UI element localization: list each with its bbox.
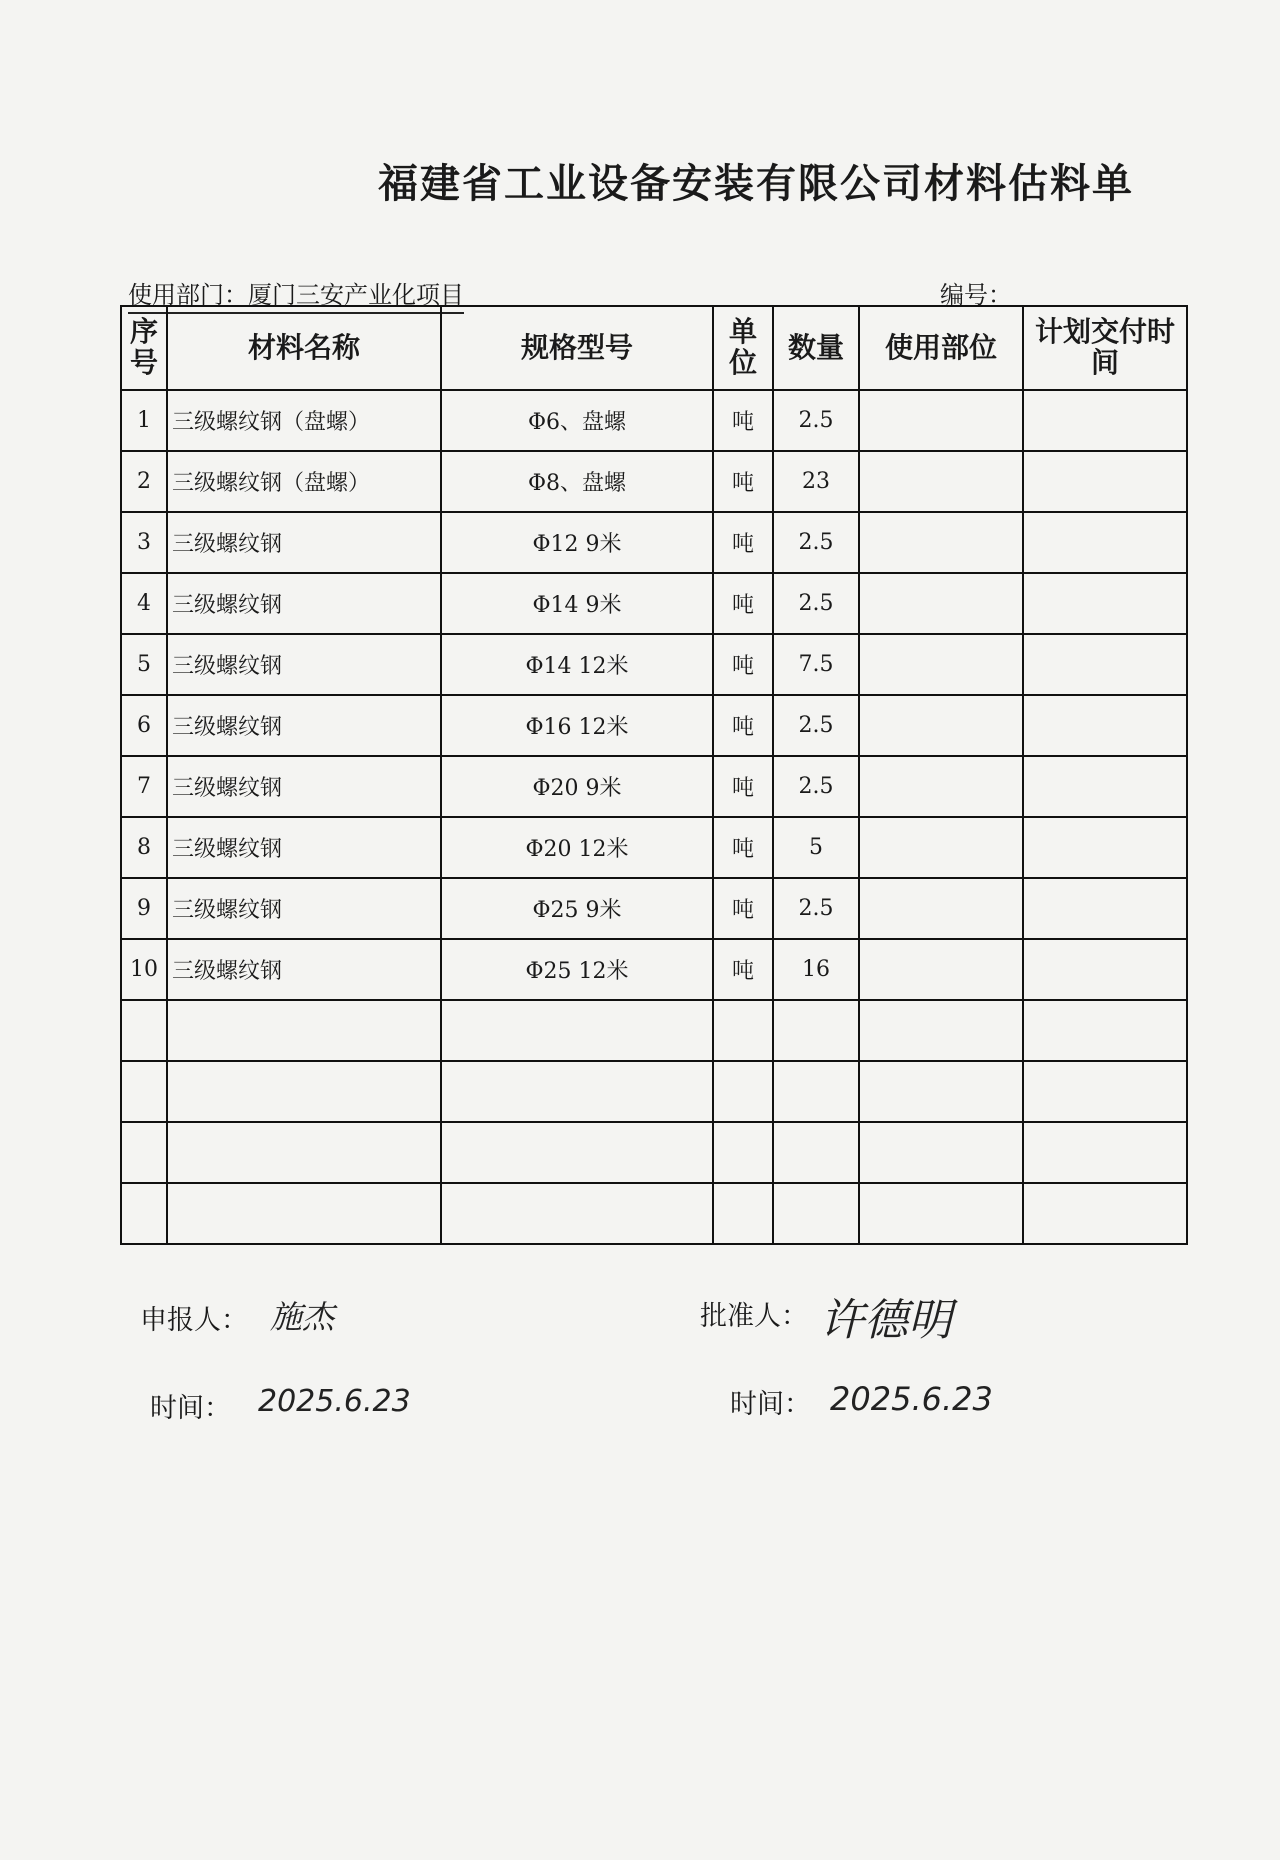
table-row [121, 512, 1187, 573]
approver-time-label: 时间： [730, 1389, 811, 1420]
row-usage-location [859, 573, 1023, 634]
row-usage-location [859, 1061, 1023, 1122]
materials-table [120, 305, 1188, 1245]
row-unit: 吨 [713, 878, 773, 939]
row-spec: Φ20 12米 [441, 817, 713, 878]
table-row [121, 1122, 1187, 1183]
row-delivery-time [1023, 512, 1187, 573]
row-material-name: 三级螺纹钢（盘螺） [167, 390, 441, 451]
row-material-name [167, 1000, 441, 1061]
row-index [121, 1061, 167, 1122]
row-delivery-time [1023, 451, 1187, 512]
row-quantity: 2.5 [773, 390, 859, 451]
row-usage-location [859, 695, 1023, 756]
table-row [121, 390, 1187, 451]
row-usage-location [859, 1122, 1023, 1183]
row-usage-location [859, 1000, 1023, 1061]
row-delivery-time [1023, 390, 1187, 451]
row-quantity [773, 1122, 859, 1183]
row-unit: 吨 [713, 573, 773, 634]
row-spec [441, 1061, 713, 1122]
row-index: 2 [121, 451, 167, 512]
row-material-name: 三级螺纹钢（盘螺） [167, 451, 441, 512]
row-index [121, 1000, 167, 1061]
approver-label: 批准人： [700, 1301, 808, 1332]
row-delivery-time [1023, 1183, 1187, 1244]
header-quantity: 数量 [773, 306, 859, 390]
table-row [121, 573, 1187, 634]
row-unit: 吨 [713, 817, 773, 878]
row-usage-location [859, 512, 1023, 573]
header-unit: 单位 [713, 306, 773, 390]
table-row [121, 878, 1187, 939]
row-unit [713, 1000, 773, 1061]
header-index: 序号 [121, 306, 167, 390]
row-material-name: 三级螺纹钢 [167, 573, 441, 634]
row-index: 9 [121, 878, 167, 939]
row-delivery-time [1023, 1061, 1187, 1122]
row-usage-location [859, 451, 1023, 512]
row-delivery-time [1023, 878, 1187, 939]
row-unit [713, 1122, 773, 1183]
table-row [121, 695, 1187, 756]
row-index: 8 [121, 817, 167, 878]
row-index: 5 [121, 634, 167, 695]
row-delivery-time [1023, 817, 1187, 878]
table-row [121, 817, 1187, 878]
row-spec: Φ14 12米 [441, 634, 713, 695]
row-material-name: 三级螺纹钢 [167, 756, 441, 817]
table-row [121, 1061, 1187, 1122]
row-quantity: 16 [773, 939, 859, 1000]
row-quantity [773, 1061, 859, 1122]
row-quantity: 2.5 [773, 512, 859, 573]
row-quantity: 2.5 [773, 756, 859, 817]
row-unit: 吨 [713, 634, 773, 695]
applicant-label: 申报人： [140, 1305, 248, 1336]
row-usage-location [859, 1183, 1023, 1244]
row-material-name: 三级螺纹钢 [167, 634, 441, 695]
row-quantity [773, 1000, 859, 1061]
row-spec: Φ20 9米 [441, 756, 713, 817]
table-row [121, 939, 1187, 1000]
row-index: 10 [121, 939, 167, 1000]
row-index: 6 [121, 695, 167, 756]
row-spec [441, 1183, 713, 1244]
header-usage-location: 使用部位 [859, 306, 1023, 390]
serial-number-label: 编号： [940, 281, 1012, 309]
row-delivery-time [1023, 756, 1187, 817]
row-delivery-time [1023, 1122, 1187, 1183]
row-usage-location [859, 817, 1023, 878]
row-unit: 吨 [713, 451, 773, 512]
row-usage-location [859, 390, 1023, 451]
table-body [121, 390, 1187, 1244]
row-index: 1 [121, 390, 167, 451]
row-delivery-time [1023, 939, 1187, 1000]
table-row [121, 1000, 1187, 1061]
row-unit [713, 1183, 773, 1244]
row-usage-location [859, 756, 1023, 817]
row-delivery-time [1023, 695, 1187, 756]
header-material-name: 材料名称 [167, 306, 441, 390]
table-row [121, 756, 1187, 817]
approver-time-signature: 2025.6.23 [830, 1380, 993, 1418]
row-index [121, 1122, 167, 1183]
row-material-name [167, 1061, 441, 1122]
applicant-signature: 施杰 [270, 1298, 335, 1336]
row-delivery-time [1023, 1000, 1187, 1061]
applicant-time-label: 时间： [150, 1393, 231, 1424]
row-index: 4 [121, 573, 167, 634]
row-quantity: 7.5 [773, 634, 859, 695]
header-spec: 规格型号 [441, 306, 713, 390]
row-unit: 吨 [713, 390, 773, 451]
row-quantity: 2.5 [773, 878, 859, 939]
row-usage-location [859, 634, 1023, 695]
table-row [121, 634, 1187, 695]
row-material-name: 三级螺纹钢 [167, 939, 441, 1000]
row-index [121, 1183, 167, 1244]
row-unit: 吨 [713, 512, 773, 573]
row-spec: Φ16 12米 [441, 695, 713, 756]
row-spec: Φ25 9米 [441, 878, 713, 939]
row-spec [441, 1000, 713, 1061]
row-usage-location [859, 878, 1023, 939]
row-material-name [167, 1122, 441, 1183]
row-unit: 吨 [713, 695, 773, 756]
header-delivery-time: 计划交付时间 [1023, 306, 1187, 390]
row-spec [441, 1122, 713, 1183]
row-unit [713, 1061, 773, 1122]
row-material-name: 三级螺纹钢 [167, 817, 441, 878]
row-quantity: 2.5 [773, 573, 859, 634]
row-usage-location [859, 939, 1023, 1000]
table-header-row [121, 306, 1187, 390]
row-material-name: 三级螺纹钢 [167, 695, 441, 756]
row-delivery-time [1023, 634, 1187, 695]
row-spec: Φ6、盘螺 [441, 390, 713, 451]
row-material-name: 三级螺纹钢 [167, 878, 441, 939]
applicant-time-signature: 2025.6.23 [258, 1384, 411, 1419]
row-spec: Φ25 12米 [441, 939, 713, 1000]
row-quantity: 23 [773, 451, 859, 512]
row-unit: 吨 [713, 939, 773, 1000]
row-quantity [773, 1183, 859, 1244]
row-unit: 吨 [713, 756, 773, 817]
row-index: 7 [121, 756, 167, 817]
table-row [121, 451, 1187, 512]
row-spec: Φ12 9米 [441, 512, 713, 573]
row-quantity: 5 [773, 817, 859, 878]
row-delivery-time [1023, 573, 1187, 634]
row-spec: Φ8、盘螺 [441, 451, 713, 512]
row-quantity: 2.5 [773, 695, 859, 756]
row-spec: Φ14 9米 [441, 573, 713, 634]
form-title: 福建省工业设备安装有限公司材料估料单 [378, 160, 1134, 207]
row-material-name [167, 1183, 441, 1244]
department-label: 使用部门：厦门三安产业化项目 [128, 275, 464, 314]
approver-signature: 许德明 [820, 1295, 952, 1346]
row-index: 3 [121, 512, 167, 573]
table-row [121, 1183, 1187, 1244]
row-material-name: 三级螺纹钢 [167, 512, 441, 573]
